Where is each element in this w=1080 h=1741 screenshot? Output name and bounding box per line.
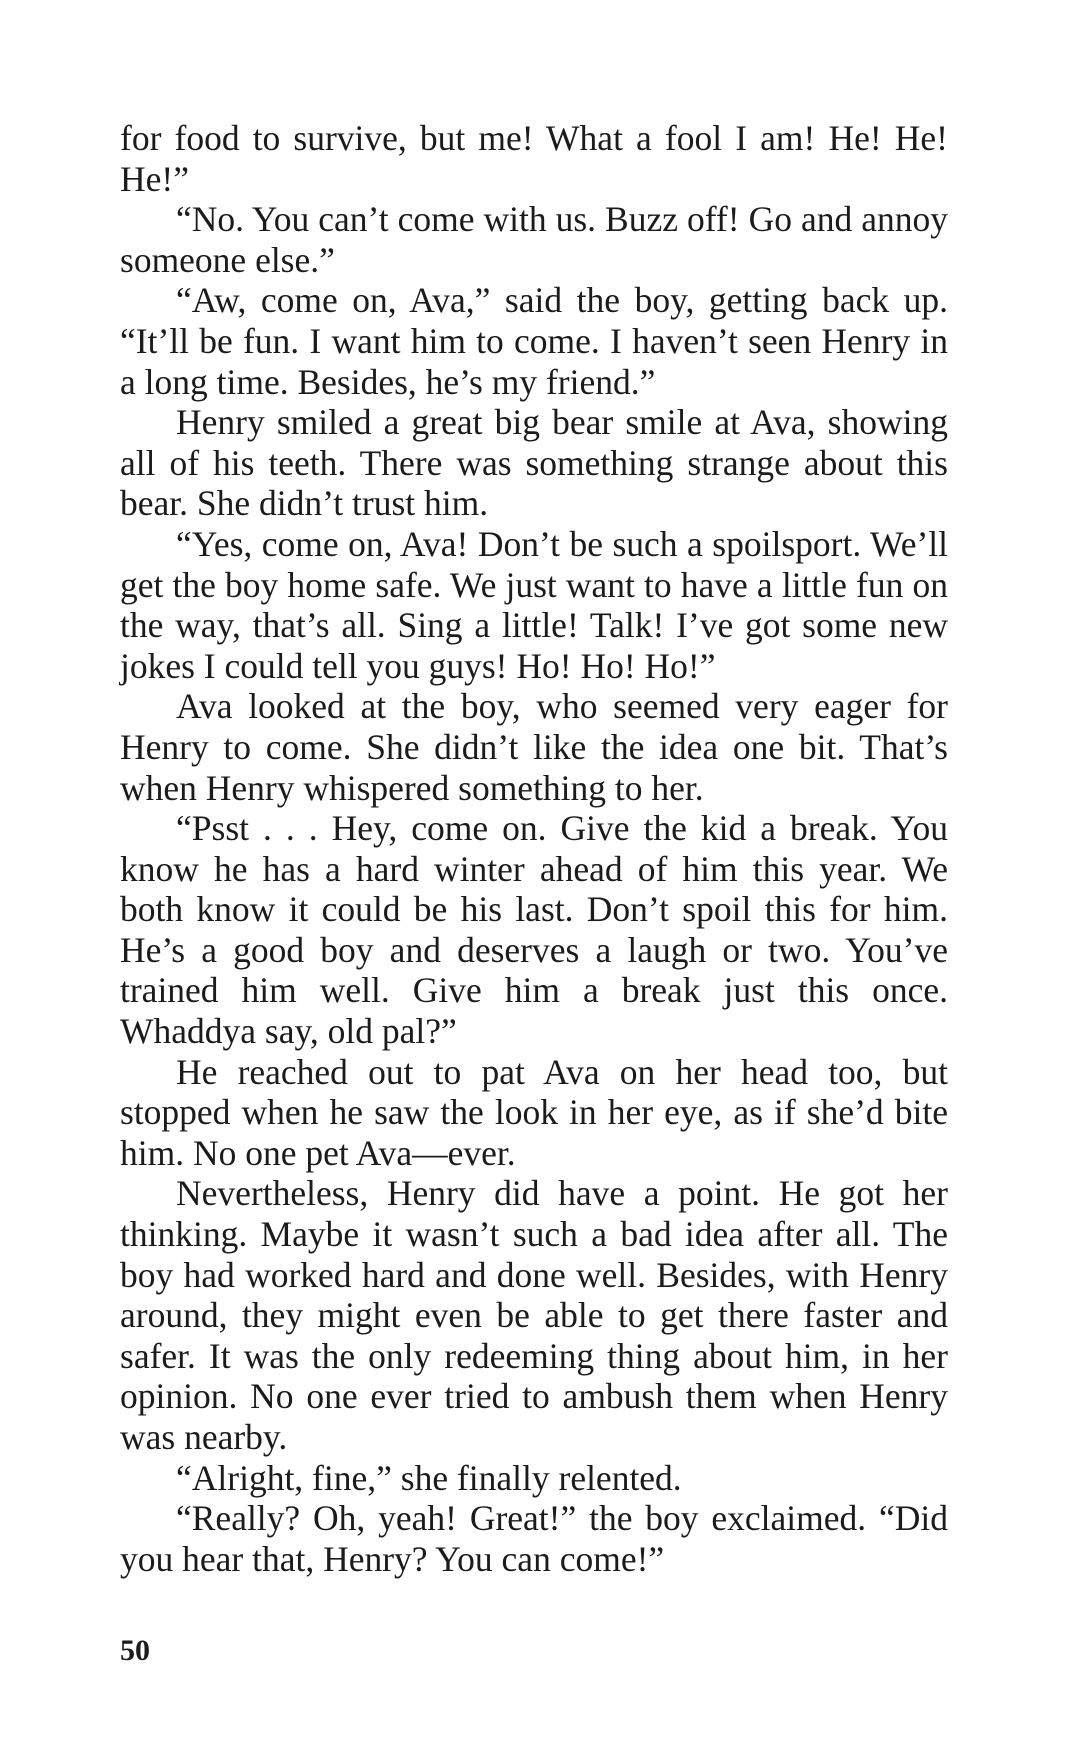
paragraph: “No. You can’t come with us. Buzz off! Go and annoy someone else.” [120, 199, 948, 280]
paragraph: Henry smiled a great big bear smile at Ava, showing all of his teeth. There was something strange about this bear. She didn’t trust him. [120, 402, 948, 524]
page-body [120, 118, 948, 1579]
paragraph: “Yes, come on, Ava! Don’t be such a spoilsport. We’ll get the boy home safe. We just want to have a little fun on the way, that’s all. Sing a little! Talk! I’ve got some new jokes I could tell you guys! Ho! Ho! Ho!” [120, 523, 948, 686]
paragraph: for food to survive, but me! What a fool I am! He! He! He!” [120, 118, 948, 199]
page-number: 50 [120, 1634, 150, 1667]
paragraph: “Alright, fine,” she finally relented. [176, 1457, 682, 1498]
paragraph: “Psst . . . Hey, come on. Give the kid a break. You know he has a hard winter ahead of him this year. We both know it could be his last. Don’t spoil this for him. He’s a good boy and deserves a laugh or two. You’ve trained him well. Give him a break just this once. Whaddya say, old pal?” [120, 808, 948, 1052]
paragraph: “Really? Oh, yeah! Great!” the boy exclaimed. “Did you hear that, Henry? You can come!” [120, 1498, 948, 1579]
paragraph: Ava looked at the boy, who seemed very eager for Henry to come. She didn’t like the idea one bit. That’s when Henry whispered something to her. [120, 686, 948, 808]
paragraph: He reached out to pat Ava on her head too, but stopped when he saw the look in her eye, as if she’d bite him. No one pet Ava—ever. [120, 1051, 948, 1173]
paragraph: Nevertheless, Henry did have a point. He got her thinking. Maybe it wasn’t such a bad idea after all. The boy had worked hard and done well. Besides, with Henry around, they might even be able to get there faster and safer. It was the only redeeming thing about him, in her opinion. No one ever tried to ambush them when Henry was nearby. [120, 1173, 948, 1457]
paragraph: “Aw, come on, Ava,” said the boy, getting back up. “It’ll be fun. I want him to come. I haven’t seen Henry in a long time. Besides, he’s my friend.” [120, 280, 948, 402]
